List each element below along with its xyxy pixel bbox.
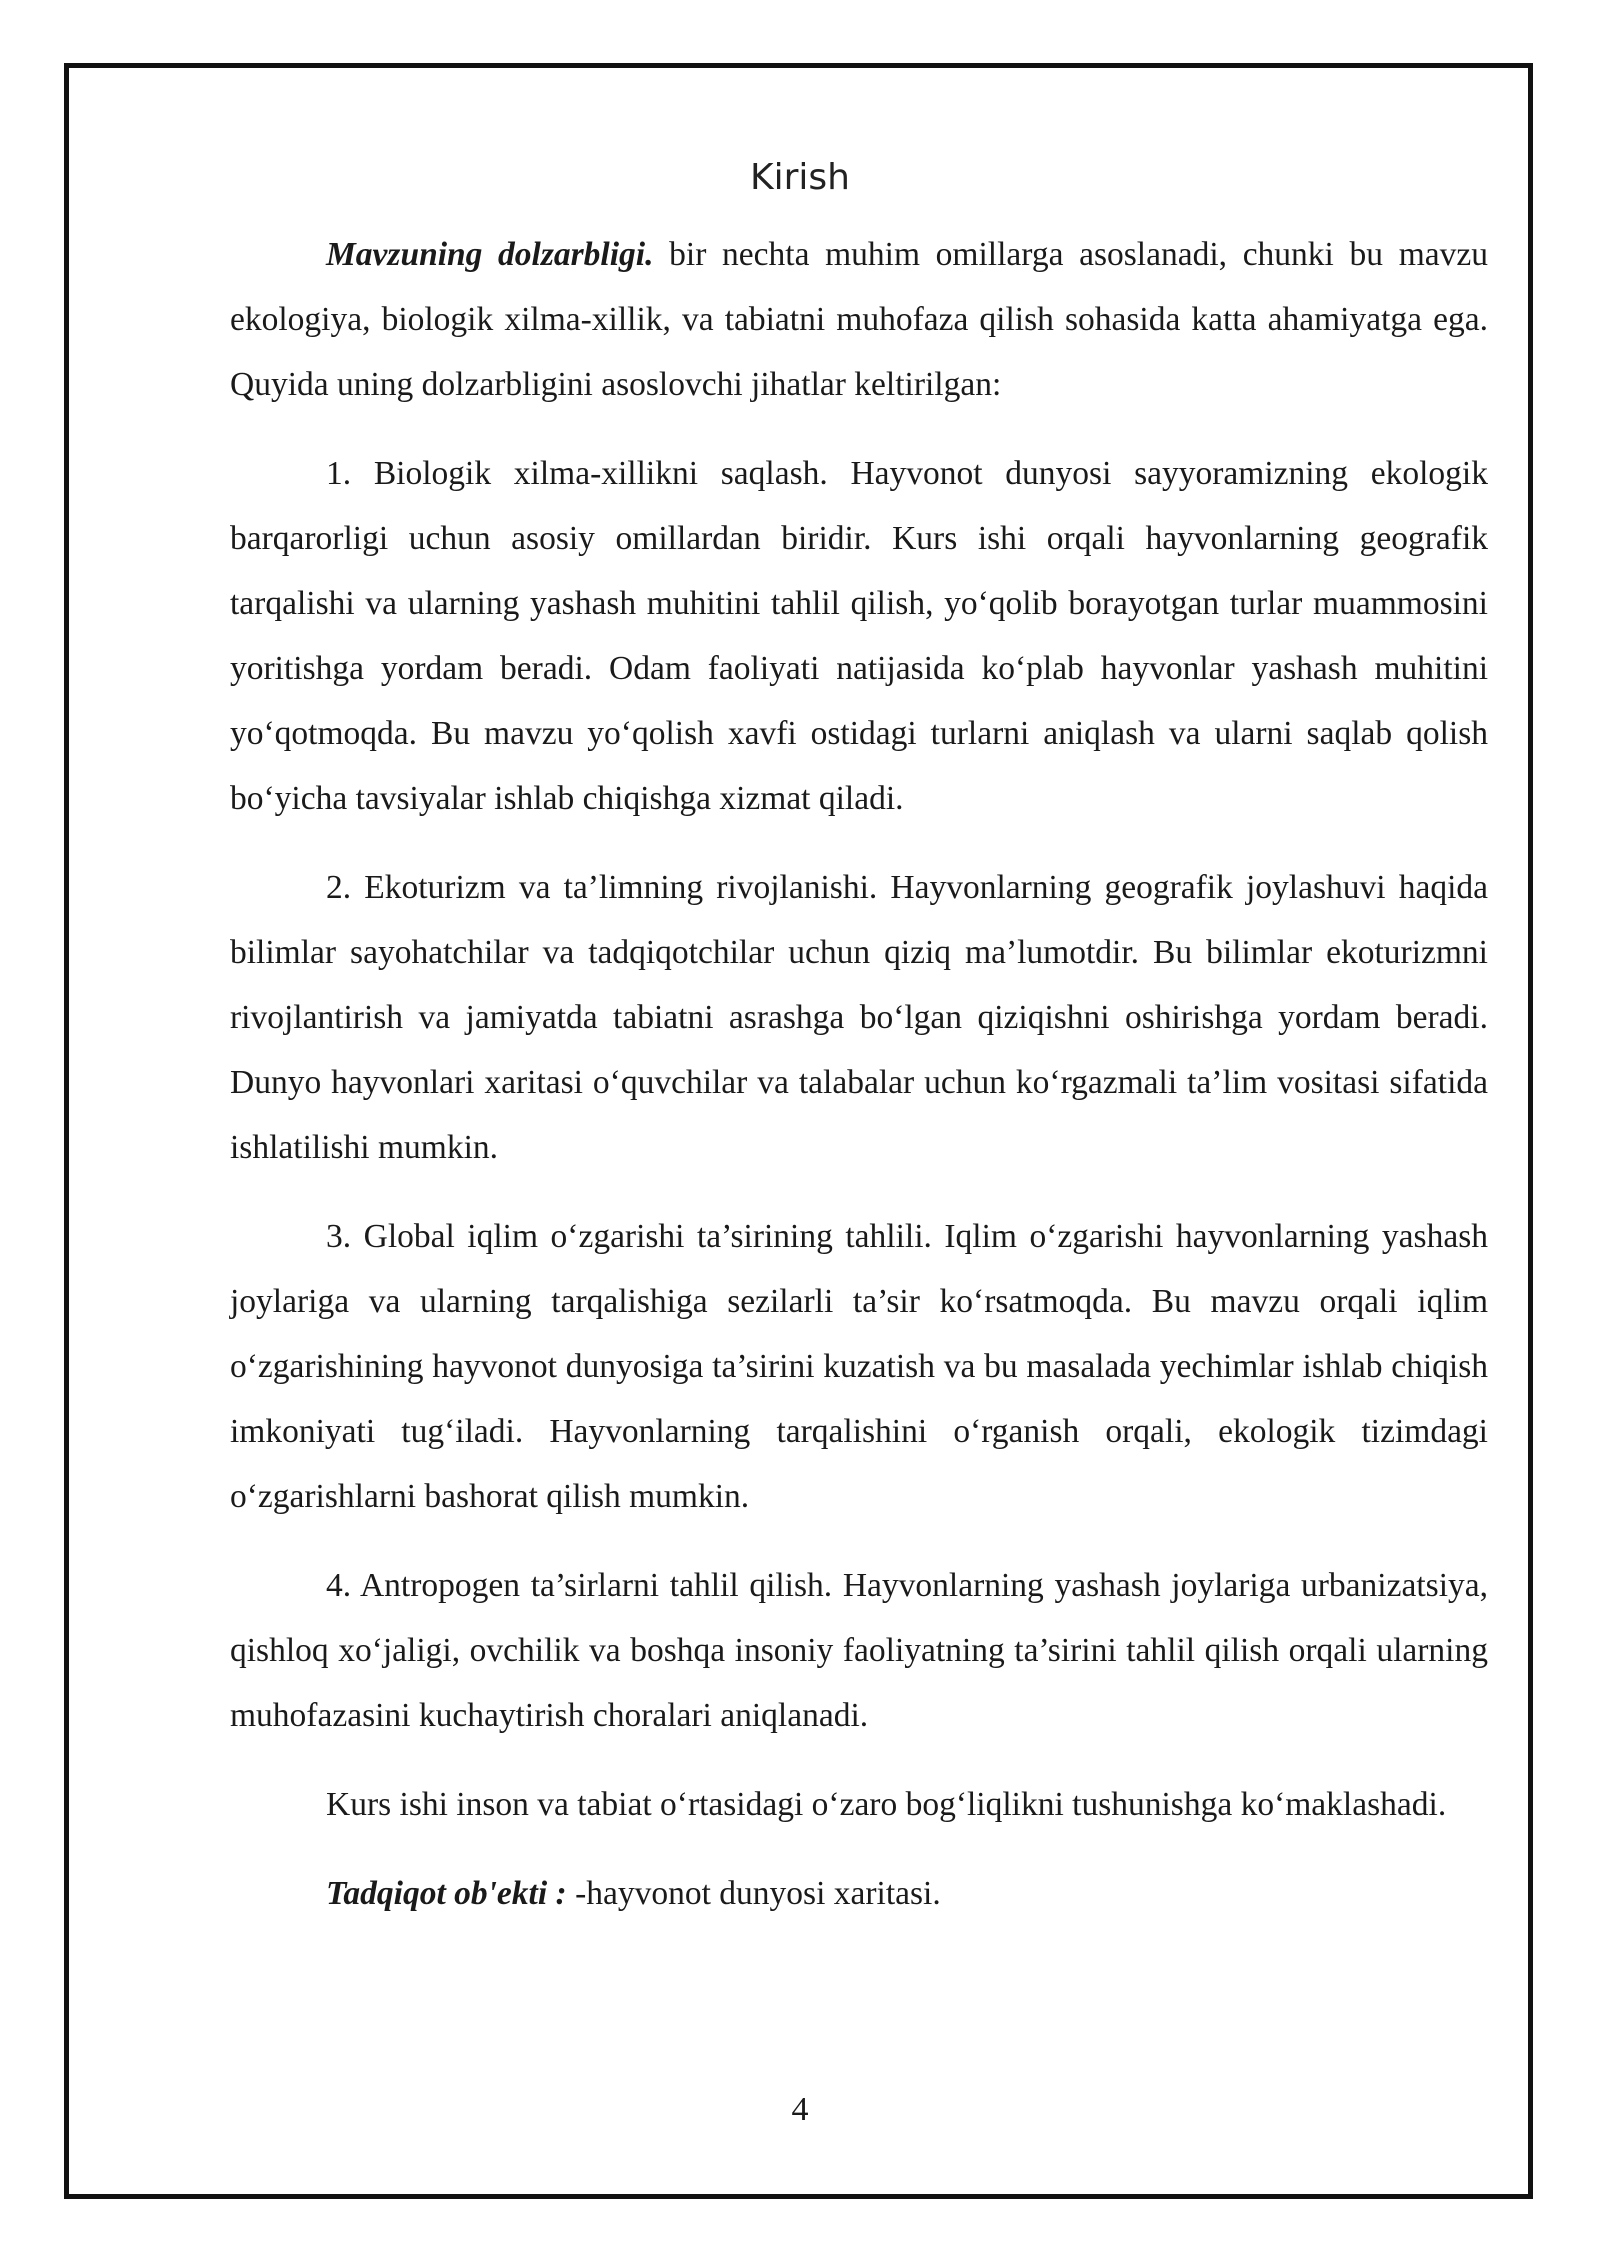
list-item-2: 2. Ekoturizm va ta’limning rivojlanishi. Hayvonlarning geografik joylashuvi haqida bilimlar sayohatchilar va tadqiqotchilar uchun qiziq ma’lumotdir. Bu bilimlar ekoturizmni rivojlantirish va jamiyatda tabiatni asrashga bo‘lgan qiziqishni oshirishga yordam beradi. Dunyo hayvonlari xaritasi o‘quvchilar va talabalar uchun ko‘rgazmali ta’lim vositasi sifatida ishlatilishi mumkin. — [230, 869, 1488, 1166]
research-object-label: Tadqiqot ob'ekti : — [326, 1875, 567, 1912]
research-object-text: -hayvonot dunyosi xaritasi. — [566, 1875, 941, 1912]
list-item-4: 4. Antropogen ta’sirlarni tahlil qilish. Hayvonlarning yashash joylariga urbanizatsiya, qishloq xo‘jaligi, ovchilik va boshqa insoniy faoliyatning ta’sirini tahlil qilish orqali ularning muhofazasini kuchaytirish choralari aniqlanadi. — [230, 1567, 1488, 1734]
relevance-text: bir nechta muhim omillarga asoslanadi, chunki bu mavzu ekologiya, biologik xilma-xillik, va tabiatni muhofaza qilish sohasida katta ahamiyatga ega. Quyida uning dolzarbligini asoslovchi jihatlar keltirilgan: — [230, 236, 1488, 403]
research-object-paragraph — [230, 1861, 1488, 1926]
summary-paragraph: Kurs ishi inson va tabiat o‘rtasidagi o‘zaro bog‘liqlikni tushunishga ko‘maklashadi. — [326, 1786, 1447, 1823]
section-heading: Kirish — [750, 157, 850, 198]
list-item-1: 1. Biologik xilma-xillikni saqlash. Hayvonot dunyosi sayyoramizning ekologik barqarorligi uchun asosiy omillardan biridir. Kurs ishi orqali hayvonlarning geografik tarqalishi va ularning yashash muhitini tahlil qilish, yo‘qolib borayotgan turlar muammosini yoritishga yordam beradi. Odam faoliyati natijasida ko‘plab hayvonlar yashash muhitini yo‘qotmoqda. Bu mavzu yo‘qolish xavfi ostidagi turlarni aniqlash va ularni saqlab qolish bo‘yicha tavsiyalar ishlab chiqishga xizmat qiladi. — [230, 455, 1488, 817]
relevance-paragraph — [230, 222, 1488, 417]
relevance-label: Mavzuning dolzarbligi. — [326, 236, 654, 273]
list-item-3: 3. Global iqlim o‘zgarishi ta’sirining tahlili. Iqlim o‘zgarishi hayvonlarning yashash joylariga va ularning tarqalishiga sezilarli ta’sir ko‘rsatmoqda. Bu mavzu orqali iqlim o‘zgarishining hayvonot dunyosiga ta’sirini kuzatish va bu masalada yechimlar ishlab chiqish imkoniyati tug‘iladi. Hayvonlarning tarqalishini o‘rganish orqali, ekologik tizimdagi o‘zgarishlarni bashorat qilish mumkin. — [230, 1218, 1488, 1515]
body-text — [230, 222, 1488, 1926]
page-number: 4 — [791, 2091, 809, 2128]
